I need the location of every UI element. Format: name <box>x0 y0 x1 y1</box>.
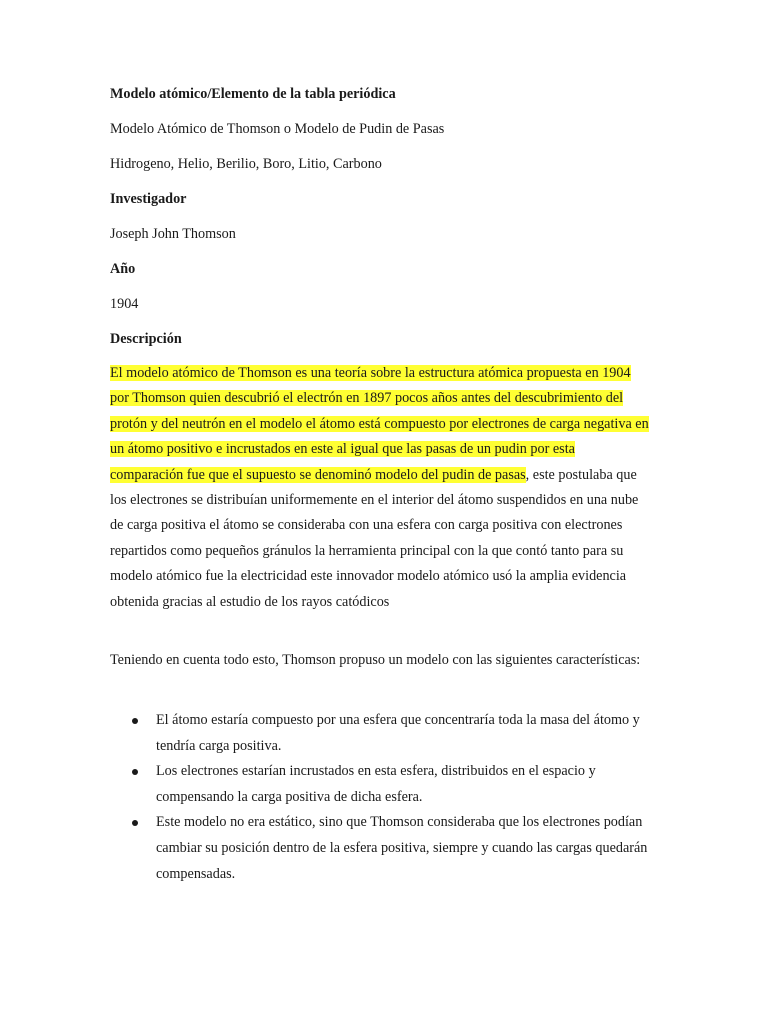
year-heading: Año <box>110 261 136 277</box>
investigator-name: Joseph John Thomson <box>110 226 236 242</box>
elements-list: Hidrogeno, Helio, Berilio, Boro, Litio, Carbono <box>110 156 382 172</box>
description-paragraph <box>110 361 650 615</box>
bullet-icon <box>132 820 138 826</box>
bullet-icon <box>132 769 138 775</box>
list-item-text: Los electrones estarían incrustados en esta esfera, distribuidos en el espacio y compensando la carga positiva de dicha esfera. <box>156 763 596 805</box>
characteristics-list <box>110 708 650 887</box>
list-item <box>110 708 650 759</box>
description-rest-text: , este postulaba que los electrones se distribuían uniformemente en el interior del átomo suspendidos en una nube de carga positiva el átomo se consideraba con una esfera con carga positiva con electrones repartidos como pequeños gránulos la herramienta principal con la que contó tanto para su modelo atómico fue la electricidad este innovador modelo atómico usó la amplia evidencia obtenida gracias al estudio de los rayos catódicos <box>110 466 639 610</box>
intro-paragraph: Teniendo en cuenta todo esto, Thomson propuso un modelo con las siguientes características: <box>110 652 641 668</box>
year-value: 1904 <box>110 296 139 312</box>
investigator-heading: Investigador <box>110 191 187 207</box>
document-title: Modelo atómico/Elemento de la tabla periódica <box>110 86 396 102</box>
list-item-text: El átomo estaría compuesto por una esfera que concentraría toda la masa del átomo y tendría carga positiva. <box>156 712 640 754</box>
list-item <box>110 759 650 810</box>
description-heading: Descripción <box>110 331 182 347</box>
list-item <box>110 810 650 887</box>
bullet-icon <box>132 718 138 724</box>
list-item-text: Este modelo no era estático, sino que Thomson consideraba que los electrones podían cambiar su posición dentro de la esfera positiva, siempre y cuando las cargas quedarán compensadas. <box>156 814 648 882</box>
description-highlighted-text: El modelo atómico de Thomson es una teoría sobre la estructura atómica propuesta en 1904 por Thomson quien descubrió el electrón en 1897 pocos años antes del descubrimiento del protón y del neutrón en el modelo el átomo está compuesto por electrones de carga negativa en un átomo positivo e incrustados en este al igual que las pasas de un pudin por esta comparación fue que el supuesto se denominó modelo del pudin de pasas <box>110 365 649 483</box>
model-name: Modelo Atómico de Thomson o Modelo de Pudin de Pasas <box>110 121 445 137</box>
